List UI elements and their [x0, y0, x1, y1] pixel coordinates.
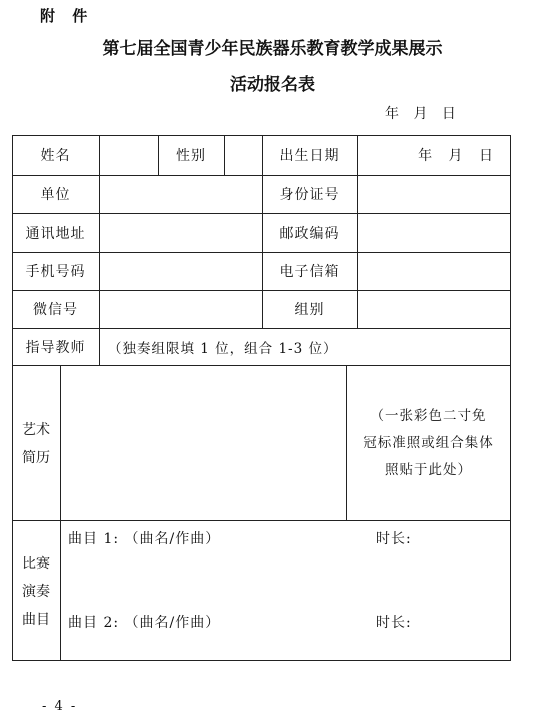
bio-field[interactable]	[61, 366, 345, 519]
email-field[interactable]	[358, 253, 509, 289]
table-border-bottom	[12, 660, 511, 661]
name-label: 姓名	[40, 148, 71, 164]
address-label: 通讯地址	[25, 225, 86, 242]
phone-field[interactable]	[100, 253, 261, 289]
photo-placeholder[interactable]	[347, 403, 510, 484]
name-field[interactable]	[100, 136, 157, 174]
piece-2-duration-label: 时长:	[376, 615, 412, 631]
wechat-field[interactable]	[100, 291, 261, 327]
birth-date-label: 出生日期	[279, 148, 340, 164]
table-row-divider	[12, 520, 511, 521]
bio-label	[12, 416, 60, 472]
pieces-label	[12, 550, 60, 634]
group-label: 组别	[294, 302, 325, 318]
id-number-field[interactable]	[358, 176, 509, 212]
teacher-label: 指导教师	[25, 339, 86, 356]
postcode-field[interactable]	[358, 214, 509, 251]
form-date: 年 月 日	[385, 106, 457, 122]
phone-label: 手机号码	[25, 264, 86, 280]
page-title: 第七届全国青少年民族器乐教育教学成果展示	[102, 39, 443, 59]
gender-field[interactable]	[225, 136, 261, 174]
page-subtitle: 活动报名表	[230, 75, 315, 95]
attachment-label: 附 件	[40, 7, 94, 25]
teacher-field[interactable]: （独奏组限填 1 位，组合 1-3 位）	[108, 340, 338, 357]
photo-note-line: 冠标准照或组合集体	[363, 435, 494, 451]
bio-label-line: 简历	[22, 450, 50, 466]
photo-note-line: （一张彩色二寸免	[370, 408, 487, 424]
table-border-right	[510, 135, 511, 661]
email-label: 电子信箱	[279, 264, 340, 280]
postcode-label: 邮政编码	[279, 225, 340, 242]
gender-label: 性别	[176, 148, 206, 164]
birth-date-field[interactable]: 年 月 日	[418, 148, 494, 164]
pieces-label-line: 比赛	[22, 556, 50, 572]
unit-label: 单位	[40, 187, 71, 203]
address-field[interactable]	[100, 214, 261, 251]
piece-1-duration-label: 时长:	[376, 531, 412, 547]
pieces-label-line: 曲目	[22, 612, 50, 628]
id-number-label: 身份证号	[279, 187, 340, 203]
group-field[interactable]	[358, 291, 509, 327]
pieces-label-line: 演奏	[22, 584, 50, 600]
unit-field[interactable]	[100, 176, 261, 212]
bio-label-line: 艺术	[22, 422, 50, 438]
wechat-label: 微信号	[33, 302, 78, 318]
piece-2-label: 曲目 2: （曲名/作曲）	[68, 615, 221, 631]
piece-1-label: 曲目 1: （曲名/作曲）	[68, 531, 221, 547]
page-number: - 4 -	[42, 699, 78, 714]
photo-note-line: 照贴于此处）	[385, 462, 472, 478]
